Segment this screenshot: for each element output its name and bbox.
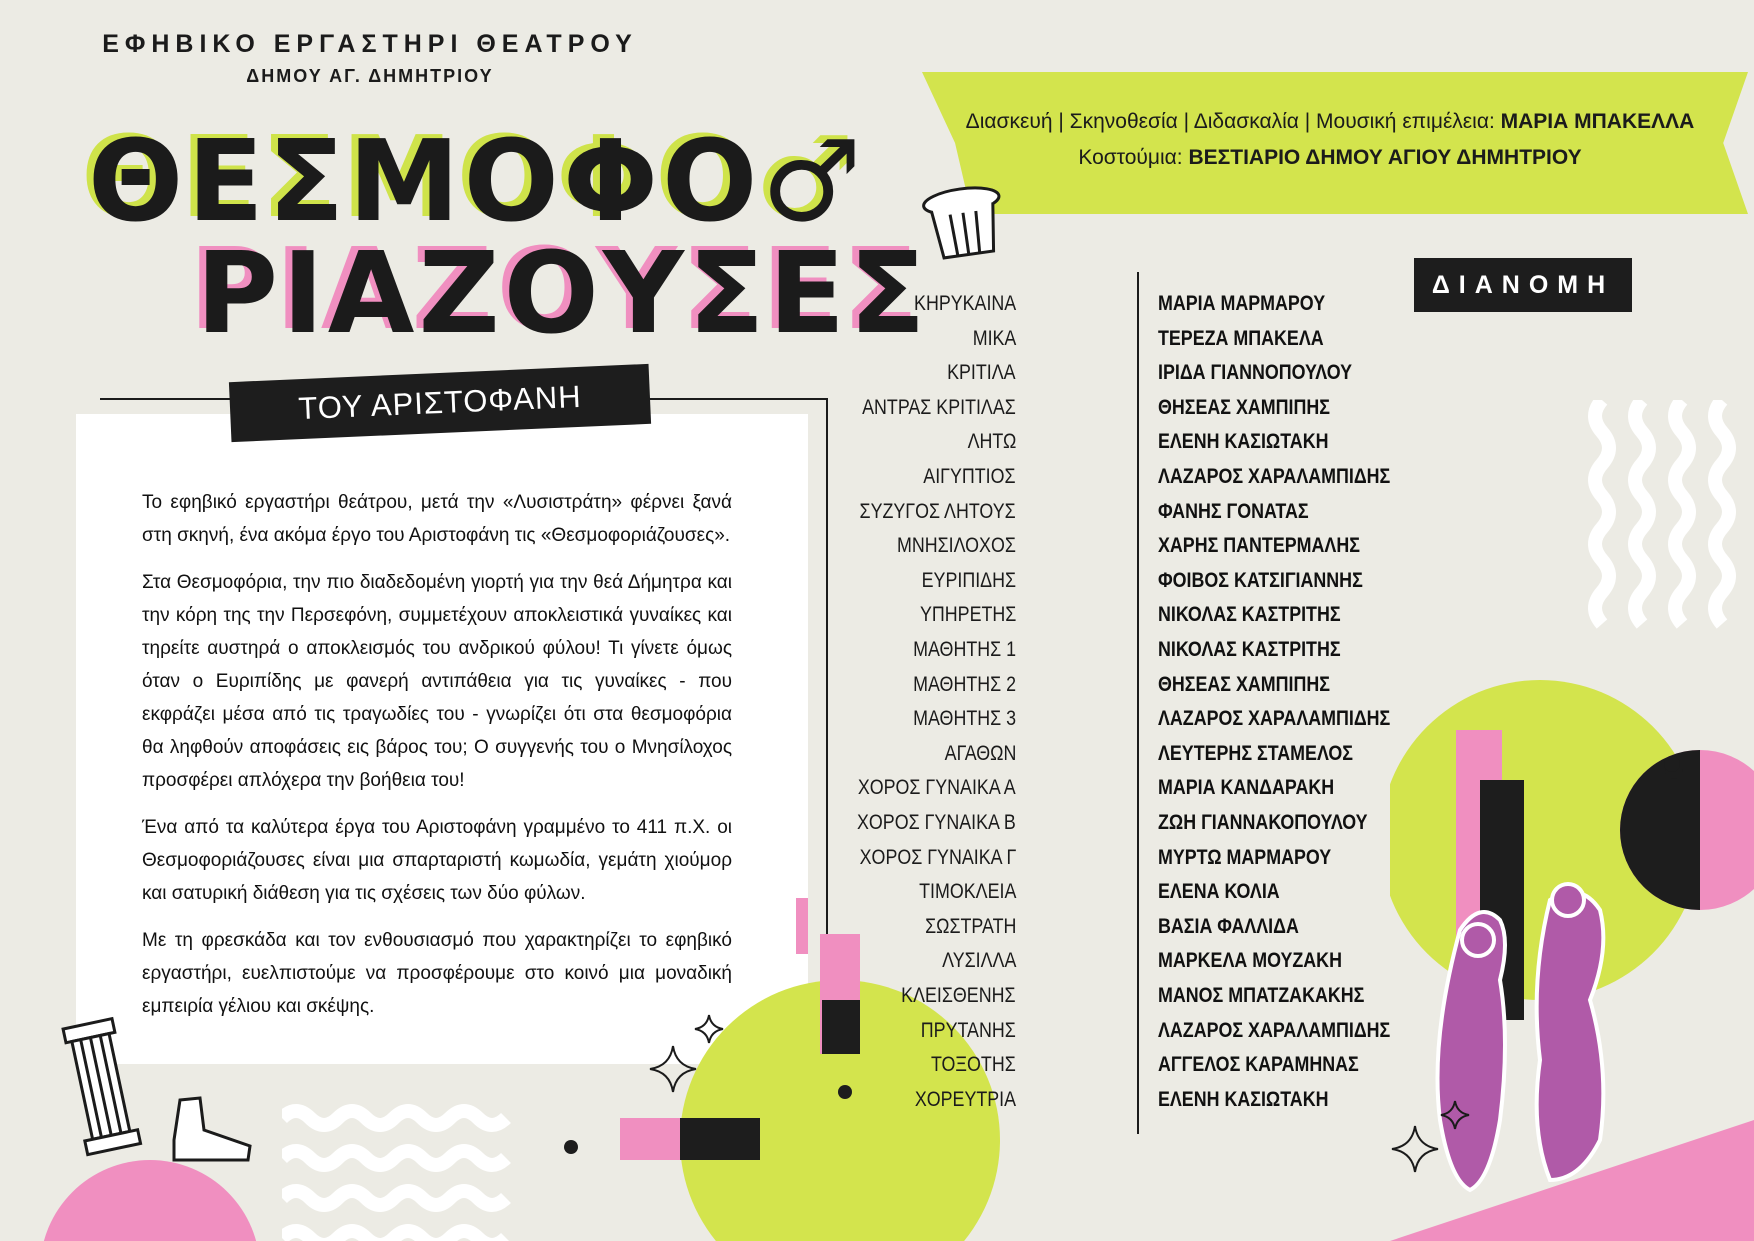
sparkle-icon (694, 1014, 724, 1044)
organization-name: ΕΦΗΒΙΚΟ ΕΡΓΑΣΤΗΡΙ ΘΕΑΤΡΟΥ (102, 30, 638, 58)
credits-costumes (960, 146, 1700, 170)
cast-role: ΧΟΡΟΣ ΓΥΝΑΙΚΑ Β (857, 811, 1016, 834)
cast-actor: ΧΑΡΗΣ ΠΑΝΤΕΡΜΑΛΗΣ (1158, 534, 1360, 558)
cast-role: ΠΡΥΤΑΝΗΣ (920, 1018, 1016, 1042)
credits-direction-value: ΜΑΡΙΑ ΜΠΑΚΕΛΛΑ (1500, 110, 1695, 133)
column-capital-icon (920, 182, 1020, 272)
cast-actor: ΕΛΕΝΑ ΚΟΛΙΑ (1158, 880, 1280, 904)
cast-row (900, 327, 1400, 361)
cast-actor: ΛΑΖΑΡΟΣ ΧΑΡΑΛΑΜΠΙΔΗΣ (1158, 707, 1391, 731)
cast-role: ΣΥΖΥΓΟΣ ΛΗΤΟΥΣ (859, 499, 1016, 523)
cast-row (900, 292, 1400, 326)
statue-foot-icon (160, 1090, 260, 1170)
sparkle-icon (1390, 1124, 1440, 1174)
cast-row (900, 673, 1400, 707)
cast-role: ΧΟΡΕΥΤΡΙΑ (914, 1087, 1016, 1111)
description-paragraph-2: Στα Θεσμοφόρια, την πιο διαδεδομένη γιορτή για την θεά Δήμητρα και την κόρη της την Περσεφόνη, συμμετέχουν αποκλειστικά γυναίκες και τηρείτε αυστηρά ο αποκλεισμός του ανδρικού φύλου! Τι γίνετε όμως όταν ο Ευριπίδης με φανερή αντιπάθεια για τις γυναίκες - που εκφράζει μέσα από τις τραγωδίες του - γνωρίζει ότι στα θεσμοφόρια θα ληφθούν αποφάσεις εις βάρος του; Ο συγγενής του ο Μνησίλοχος προσφέρει απλόχερα την βοήθεια του! (142, 572, 732, 791)
cast-actor: ΜΑΡΚΕΛΑ ΜΟΥΖΑΚΗ (1158, 949, 1342, 973)
cast-role: ΕΥΡΙΠΙΔΗΣ (921, 568, 1016, 592)
cast-actor: ΦΟΙΒΟΣ ΚΑΤΣΙΓΙΑΝΝΗΣ (1158, 568, 1363, 592)
cast-role: ΧΟΡΟΣ ΓΥΝΑΙΚΑ Α (858, 776, 1016, 800)
cast-actor: ΜΑΝΟΣ ΜΠΑΤΖΑΚΑΚΗΣ (1158, 984, 1365, 1007)
cast-actor: ΕΛΕΝΗ ΚΑΣΙΩΤΑΚΗ (1158, 1087, 1329, 1111)
cast-role: ΤΙΜΟΚΛΕΙΑ (918, 880, 1016, 904)
cast-row (900, 707, 1400, 741)
credits-costumes-label: Κοστούμια: (1078, 146, 1189, 169)
cast-heading: ΔΙΑΝΟΜΗ (1414, 258, 1632, 312)
cast-row (857, 811, 1400, 845)
cast-row (900, 638, 1400, 672)
cast-actor: ΙΡΙΔΑ ΓΙΑΝΝΟΠΟΥΛΟΥ (1158, 361, 1353, 385)
cast-actor: ΤΕΡΕΖΑ ΜΠΑΚΕΛΑ (1158, 326, 1324, 350)
cast-row (859, 845, 1400, 880)
cast-role: ΣΩΣΤΡΑΤΗ (924, 914, 1016, 938)
description-paragraph-1: Το εφηβικό εργαστήρι θεάτρου, μετά την «Λυσιστράτη» φέρνει ξανά στη σκηνή, ένα ακόμα έργο του Αριστοφάνη τις «Θεσμοφοριάζουσες». (142, 492, 732, 546)
cast-actor: ΜΥΡΤΩ ΜΑΡΜΑΡΟΥ (1158, 845, 1332, 869)
cast-role: ΛΗΤΩ (967, 430, 1016, 454)
cast-row (858, 776, 1400, 810)
description-paragraph-4: Με τη φρεσκάδα και τον ενθουσιασμό που χαρακτηρίζει το εφηβικό εργαστήρι, ευελπιστούμε να προσφέρουμε στο κοινό μια μοναδική εμπειρία γέλιου και σκέψης. (142, 930, 732, 1017)
sparkle-icon (1440, 1100, 1470, 1130)
cast-row (897, 534, 1400, 568)
cast-row (900, 880, 1400, 914)
cast-role: ΥΠΗΡΕΤΗΣ (919, 603, 1016, 627)
cast-row (859, 499, 1400, 534)
cast-row (900, 569, 1400, 603)
cast-row (900, 1053, 1400, 1087)
cast-actor: ΜΑΡΙΑ ΚΑΝΔΑΡΑΚΗ (1158, 776, 1335, 800)
cast-actor: ΑΓΓΕΛΟΣ ΚΑΡΑΜΗΝΑΣ (1158, 1053, 1359, 1077)
cast-role: ΛΥΣΙΛΛΑ (941, 949, 1016, 973)
cast-actor: ΘΗΣΕΑΣ ΧΑΜΠΙΠΗΣ (1158, 672, 1330, 696)
cast-role: ΜΑΘΗΤΗΣ 1 (913, 638, 1016, 661)
organization-municipality: ΔΗΜΟΥ ΑΓ. ΔΗΜΗΤΡΙΟΥ (246, 66, 494, 86)
cast-role: ΑΙΓΥΠΤΙΟΣ (923, 465, 1016, 488)
credits-band (922, 72, 1748, 214)
cast-actor: ΝΙΚΟΛΑΣ ΚΑΣΤΡΙΤΗΣ (1158, 638, 1341, 661)
cast-role: ΚΗΡΥΚΑΙΝΑ (913, 292, 1016, 315)
cast-role: ΚΡΙΤΙΛΑ (947, 361, 1016, 385)
cast-row (900, 984, 1400, 1018)
cast-actor: ΕΛΕΝΗ ΚΑΣΙΩΤΑΚΗ (1158, 430, 1329, 454)
cast-row (862, 395, 1400, 430)
credits-direction (960, 110, 1700, 134)
cast-row (900, 430, 1400, 464)
cast-row (900, 465, 1400, 499)
decorative-dot (1662, 754, 1682, 774)
cast-row (900, 603, 1400, 637)
cast-actor: ΝΙΚΟΛΑΣ ΚΑΣΤΡΙΤΗΣ (1158, 603, 1341, 627)
cast-actor: ΛΑΖΑΡΟΣ ΧΑΡΑΛΑΜΠΙΔΗΣ (1158, 1018, 1391, 1042)
cast-actor: ΒΑΣΙΑ ΦΑΛΛΙΔΑ (1158, 914, 1299, 938)
cast-role: ΜΑΘΗΤΗΣ 2 (913, 672, 1016, 696)
credits-costumes-value: ΒΕΣΤΙΑΡΙΟ ΔΗΜΟΥ ΑΓΙΟΥ ΔΗΜΗΤΡΙΟΥ (1188, 146, 1582, 169)
cast-actor: ΛΕΥΤΕΡΗΣ ΣΤΑΜΕΛΟΣ (1158, 741, 1353, 765)
cast-role: ΜΙΚΑ (972, 326, 1016, 350)
cast-row (900, 1019, 1400, 1053)
cast-row (900, 1088, 1400, 1122)
wave-pattern-left (282, 1098, 512, 1241)
column-icon (58, 1012, 148, 1162)
sparkle-icon (648, 1044, 698, 1094)
cast-row (900, 361, 1400, 395)
description-paragraph-3: Ένα από τα καλύτερα έργα του Αριστοφάνη γραμμένο το 411 π.Χ. οι Θεσμοφοριάζουσες είναι μια σπαρταριστή κωμωδία, γεμάτη χιούμορ και σατυρική διάθεση για τις σχέσεις των δύο φύλων. (142, 817, 732, 904)
cast-actor: ΘΗΣΕΑΣ ΧΑΜΠΙΠΗΣ (1158, 395, 1330, 419)
cast-actor: ΦΑΝΗΣ ΓΟΝΑΤΑΣ (1158, 499, 1309, 523)
cast-role: ΧΟΡΟΣ ΓΥΝΑΙΚΑ Γ (859, 845, 1016, 869)
play-title-line1: ΘΕΣΜΟΦΟ♂ (88, 117, 866, 247)
cast-role: ΜΝΗΣΙΛΟΧΟΣ (897, 534, 1016, 558)
play-title-line2: ΡΙΑΖΟΥΣΕΣ (196, 229, 930, 359)
cast-actor: ΛΑΖΑΡΟΣ ΧΑΡΑΛΑΜΠΙΔΗΣ (1158, 465, 1391, 488)
cast-actor: ΜΑΡΙΑ ΜΑΡΜΑΡΟΥ (1158, 292, 1326, 315)
cast-role: ΚΛΕΙΣΘΕΝΗΣ (901, 984, 1016, 1007)
credits-direction-label: Διασκευή | Σκηνοθεσία | Διδασκαλία | Μουσική επιμέλεια: (965, 110, 1501, 133)
cast-role: ΜΑΘΗΤΗΣ 3 (913, 707, 1016, 731)
cast-role: ΑΓΑΘΩΝ (944, 741, 1016, 765)
cast-role: ΤΟΞΟΤΗΣ (931, 1053, 1016, 1077)
cast-role: ΑΝΤΡΑΣ ΚΡΙΤΙΛΑΣ (862, 395, 1016, 419)
cast-row (900, 949, 1400, 983)
cast-row (900, 915, 1400, 949)
cast-actor: ΖΩΗ ΓΙΑΝΝΑΚΟΠΟΥΛΟΥ (1158, 811, 1368, 834)
author-label: ΤΟΥ ΑΡΙΣΤΟΦΑΝΗ (297, 378, 583, 427)
cast-row (900, 742, 1400, 776)
